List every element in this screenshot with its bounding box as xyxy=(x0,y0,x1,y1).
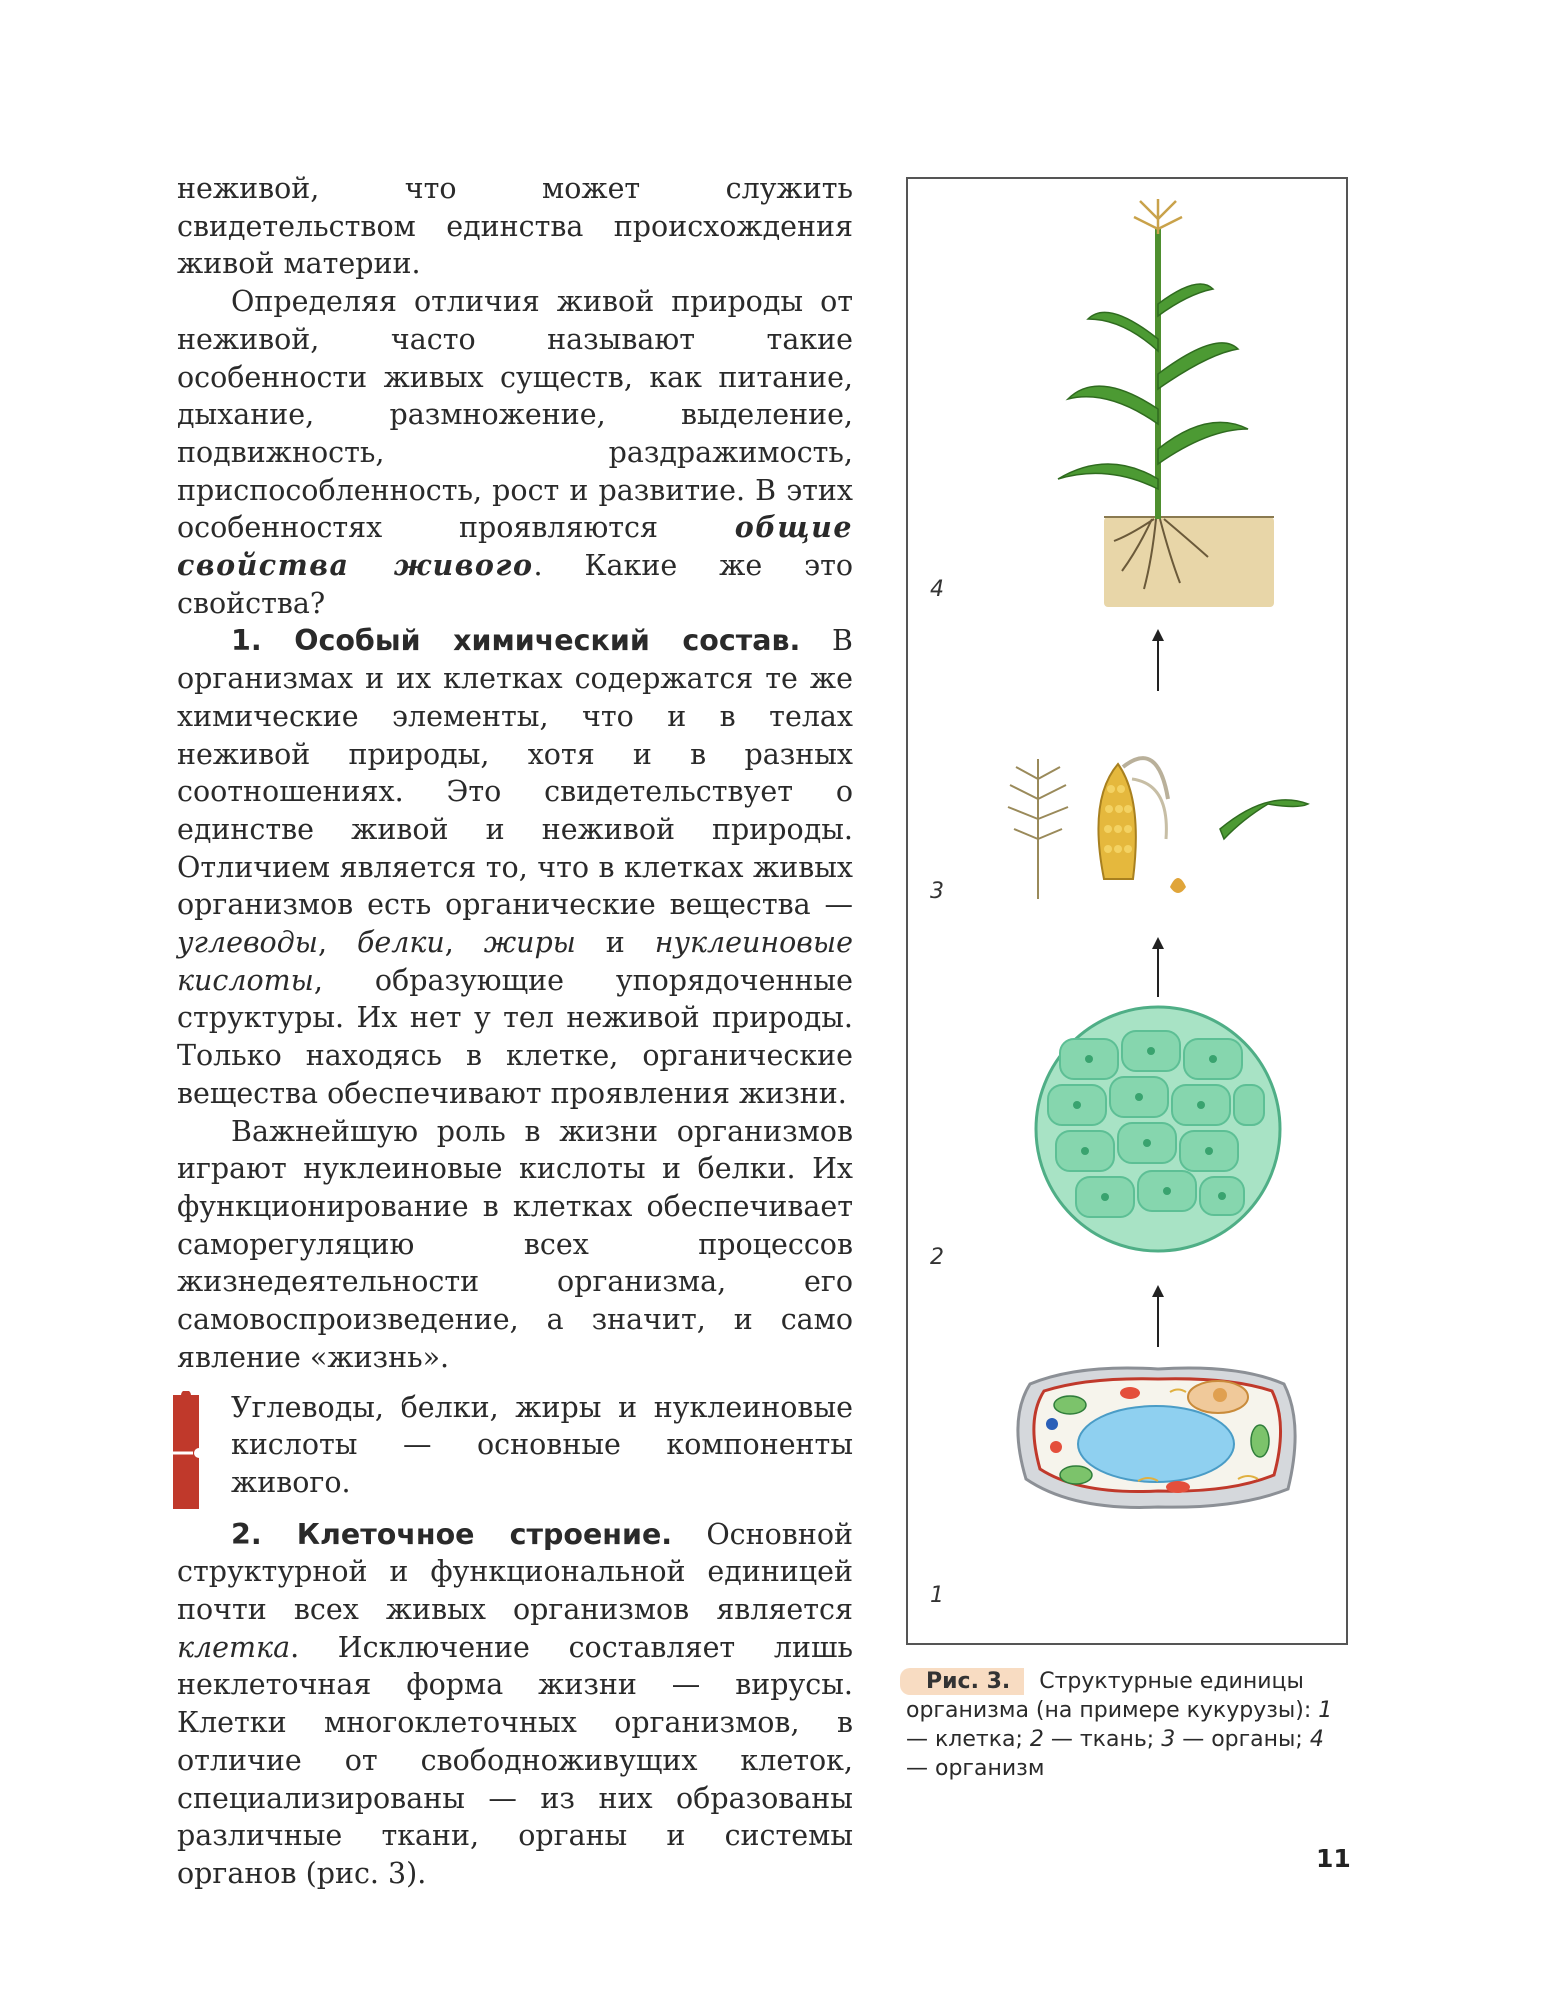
section-heading-1: 1. Особый химический состав. xyxy=(231,624,801,658)
caption-label: Рис. 3. xyxy=(900,1668,1024,1695)
term-cell: клетка xyxy=(177,1630,291,1664)
page-number: 11 xyxy=(1316,1844,1351,1873)
figure-3-frame xyxy=(906,177,1348,1645)
figure-label-4: 4 xyxy=(930,577,944,602)
term-carbohydrates: углеводы xyxy=(177,926,318,960)
figure-label-1: 1 xyxy=(930,1583,944,1608)
arrow-3-to-4-icon xyxy=(1152,629,1164,691)
summary-text: Углеводы, белки, жиры и нуклеиновые кислоты — основные компоненты живого. xyxy=(231,1390,853,1499)
plant-cell-illustration xyxy=(1018,1368,1295,1507)
term-general-properties: общие свойства живого xyxy=(177,510,853,583)
figure-3-caption: Рис. 3. Структурные единицы организма (на примере кукурузы): 1 — клетка; 2 — ткань; 3 — органы; 4 — организм xyxy=(906,1667,1346,1783)
arrow-1-to-2-icon xyxy=(1152,1285,1164,1347)
arrow-2-to-3-icon xyxy=(1152,937,1164,997)
paragraph-4: Важнейшую роль в жизни организмов играют нуклеиновые кислоты и белки. Их функционирование в клетках обеспечивает саморегуляцию всех процессов жизнедеятельности организма, его самовоспроизведение, а значит, и само явление «жизнь». xyxy=(177,1114,853,1374)
section-heading-2: 2. Клеточное строение. xyxy=(231,1517,673,1551)
term-nucleic-acids: нуклеиновые кислоты xyxy=(177,926,853,997)
corn-plant-illustration xyxy=(1058,199,1274,607)
figure-label-3: 3 xyxy=(930,879,944,904)
term-proteins: белки xyxy=(356,926,445,960)
figure-3-illustration xyxy=(908,179,1346,1643)
paragraph-cell-structure: 2. Клеточное строение. Основной структурной и функциональной единицей почти всех живых организмов является клетка. Исключение составляет лишь неклеточная форма жизни — вирусы. Клетки многоклеточных организмов, в отличие от свободноживущих клеток, специализированы — из них образованы различные ткани, органы и системы органов (рис. 3). xyxy=(177,1517,853,1890)
main-text-column xyxy=(177,170,853,1893)
plant-tissue-illustration xyxy=(1036,1007,1280,1251)
summary-box xyxy=(177,1389,853,1502)
paragraph-1: неживой, что может служить свидетельством единства происхождения живой материи. xyxy=(177,172,853,281)
corn-organs-illustration xyxy=(1008,758,1308,899)
paragraph-chemical-composition: 1. Особый химический состав. В организмах и их клетках содержатся те же химические элементы, что и в телах неживой природы, хотя и в разных соотношениях. Это свидетельствует о единстве живой и неживой природы. Отличием является то, что в клетках живых организмов есть органические вещества — углеводы, белки, жиры и нуклеиновые кислоты, образующие упорядоченные структуры. Их нет у тел неживой природы. Только находясь в клетке, органические вещества обеспечивают проявления жизни. xyxy=(177,624,853,1110)
puzzle-marker-icon xyxy=(173,1391,199,1513)
term-fats: жиры xyxy=(483,926,576,960)
figure-label-2: 2 xyxy=(930,1245,944,1270)
paragraph-2: Определяя отличия живой природы от неживой, часто называют такие особенности живых существ, как питание, дыхание, размножение, выделение, подвижность, раздражимость, приспособленность, рост и развитие. В этих особенностях проявляются общие свойства живого. Какие же это свойства? xyxy=(177,285,853,620)
